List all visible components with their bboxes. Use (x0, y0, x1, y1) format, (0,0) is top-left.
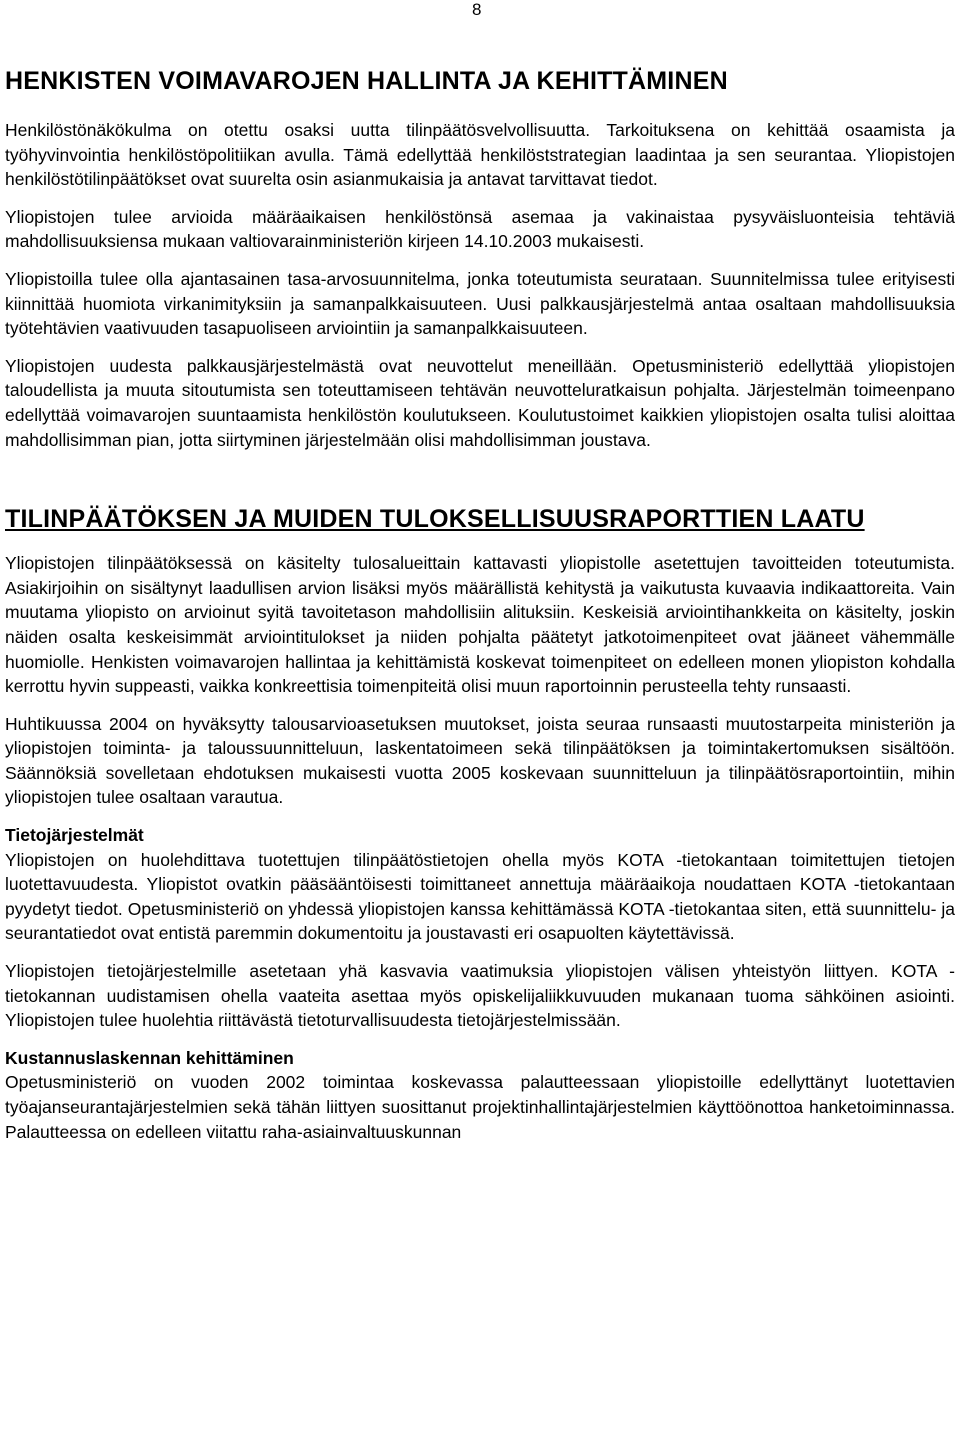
paragraph: Yliopistojen on huolehdittava tuotettujen tilinpäätöstietojen ohella myös KOTA -tietokantaan toimitettujen tietojen luotettavuudesta. Yliopistot ovatkin pääsääntöisesti toimittaneet annettuja määräaikoja noudattaen KOTA -tietokantaan pyydetyt tiedot. Opetusministeriö on yhdessä yliopistojen kanssa kehittämässä KOTA -tietokantaa siten, että suunnittelu- ja seurantatiedot ovat entistä paremmin dokumentoitu ja joustavasti eri osapuolten käytettävissä. (5, 849, 955, 944)
document-body (5, 64, 955, 1144)
subheading-tietojarjestelmat: Tietojärjestelmät (5, 825, 144, 846)
paragraph: Yliopistojen tilinpäätöksessä on käsitelty tulosalueittain kattavasti yliopistolle asetettujen tavoitteiden toteutumista. Asiakirjoihin on sisältynyt laadullisen arvion lisäksi myös määrällistä kehitystä ja vaikutusta kuvaavia indikaattoreita. Vain muutama yliopisto on arvioinut syitä tavoitetason mahdollisiin alituksiin. Keskeisiä arviointihankkeita on käsitelty, joskin näiden osalta keskeisimmät arviointitulokset ja niiden pohjalta päätetyt jatkotoimenpiteet ovat jääneet vähemmälle huomiolle. Henkisten voimavarojen hallintaa ja kehittämistä koskevat toimenpiteet on edelleen monen yliopiston kohdalla kerrottu hyvin suppeasti, vaikka konkreettisia toimenpiteitä olisi muun raportoinnin perusteella tehty runsaasti. (5, 553, 955, 697)
page-number: 8 (472, 0, 482, 19)
paragraph: Huhtikuussa 2004 on hyväksytty talousarvioasetuksen muutokset, joista seuraa runsaasti muutostarpeita ministeriön ja yliopistojen toiminta- ja taloussuunnitteluun, laskentatoimeen sekä tilinpäätöksen ja toimintakertomuksen sisältöön. Säännöksiä sovelletaan ehdotuksen mukaisesti vuotta 2005 koskevaan suunnitteluun ja tilinpäätösraportointiin, mihin yliopistojen tulee osaltaan varautua. (5, 713, 955, 808)
paragraph: Yliopistojen tietojärjestelmille asetetaan yhä kasvavia vaatimuksia yliopistojen välisen yhteistyön liittyen. KOTA -tietokannan uudistamisen ohella vaateita asettaa myös opiskelijaliikkuvuuden mukanaan tuoma sähköinen asiointi. Yliopistojen tulee huolehtia riittävästä tietoturvallisuudesta tietojärjestelmissään. (5, 961, 955, 1031)
section-title-tilinpaatoksen-laatu: TILINPÄÄTÖKSEN JA MUIDEN TULOKSELLISUUSRAPORTTIEN LAATU (5, 505, 865, 534)
paragraph: Henkilöstönäkökulma on otettu osaksi uutta tilinpäätösvelvollisuutta. Tarkoituksena on kehittää osaamista ja työhyvinvointia henkilöstöpolitiikan avulla. Tämä edellyttää henkilöststrategian laadintaa ja sen seurantaa. Yliopistojen henkilöstötilinpäätökset ovat suurelta osin asianmukaisia ja antavat tarvittavat tiedot. (5, 120, 955, 190)
paragraph: Yliopistoilla tulee olla ajantasainen tasa-arvosuunnitelma, jonka toteutumista seurataan. Suunnitelmissa tulee erityisesti kiinnittää huomiota virkanimityksiin ja samanpalkkaisuuteen. Uusi palkkausjärjestelmä antaa osaltaan mahdollisuuksia työtehtävien vaativuuden tasapuoliseen arviointiin ja samanpalkkaisuuteen. (5, 268, 955, 339)
section-title-henkisten-voimavarojen: HENKISTEN VOIMAVAROJEN HALLINTA JA KEHITTÄMINEN (5, 67, 728, 95)
subheading-kustannuslaskennan-kehittaminen: Kustannuslaskennan kehittäminen (5, 1047, 294, 1068)
paragraph: Yliopistojen tulee arvioida määräaikaisen henkilöstönsä asemaa ja vakinaistaa pysyväisluonteisia tehtäviä mahdollisuuksiensa mukaan valtiovarainministeriön kirjeen 14.10.2003 mukaisesti. (5, 206, 955, 252)
paragraph: Opetusministeriö on vuoden 2002 toimintaa koskevassa palautteessaan yliopistoille edellyttänyt luotettavien työajanseurantajärjestelmien sekä tähän liittyen suosittanut projektinhallintajärjestelmien käyttöönottoa hanketoiminnassa. Palautteessa on edelleen viitattu raha-asiainvaltuuskunnan (5, 1072, 955, 1142)
paragraph: Yliopistojen uudesta palkkausjärjestelmästä ovat neuvottelut meneillään. Opetusministeriö edellyttää yliopistojen taloudellista ja muuta sitoutumista sen toteuttamiseen tehtävän neuvotteluratkaisun pohjalta. Järjestelmän toimeenpano edellyttää voimavarojen suuntaamista henkilöstön koulutukseen. Koulutustoimet kaikkien yliopistojen osalta tulisi aloittaa mahdollisimman pian, jotta siirtyminen järjestelmään olisi mahdollisimman joustava. (5, 355, 955, 450)
